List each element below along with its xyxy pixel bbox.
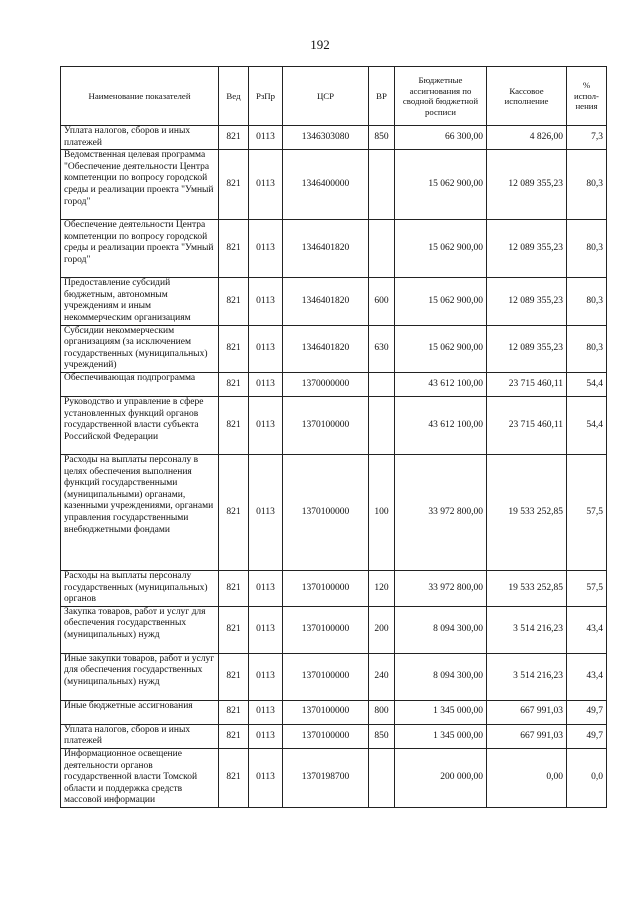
row-csr: 1370100000 xyxy=(283,570,369,606)
row-name: Субсидии некоммерческим организациям (за исключением государственных (муниципальных) учреждений) xyxy=(61,325,219,372)
row-name: Руководство и управление в сфере установленных функций органов государственной власти субъекта Российской Федерации xyxy=(61,396,219,454)
row-pct: 57,5 xyxy=(567,454,607,570)
row-pct: 80,3 xyxy=(567,325,607,372)
row-name: Ведомственная целевая программа "Обеспечение деятельности Центра компетенции по вопросу городской среды и реализации проекта "Умный город" xyxy=(61,150,219,220)
row-ved: 821 xyxy=(219,700,249,724)
row-cash: 19 533 252,85 xyxy=(487,570,567,606)
row-budget: 43 612 100,00 xyxy=(395,396,487,454)
row-name: Уплата налогов, сборов и иных платежей xyxy=(61,126,219,150)
row-cash: 3 514 216,23 xyxy=(487,606,567,653)
row-cash: 12 089 355,23 xyxy=(487,278,567,325)
row-rzpr: 0113 xyxy=(249,278,283,325)
table-row xyxy=(61,724,607,748)
row-ved: 821 xyxy=(219,724,249,748)
row-pct: 80,3 xyxy=(567,278,607,325)
row-rzpr: 0113 xyxy=(249,724,283,748)
row-csr: 1370100000 xyxy=(283,606,369,653)
row-vr: 240 xyxy=(369,653,395,700)
row-budget: 33 972 800,00 xyxy=(395,570,487,606)
table-row xyxy=(61,220,607,278)
table-row xyxy=(61,325,607,372)
row-cash: 12 089 355,23 xyxy=(487,150,567,220)
table-row xyxy=(61,570,607,606)
row-budget: 1 345 000,00 xyxy=(395,724,487,748)
row-vr xyxy=(369,150,395,220)
header-pct: % испол-нения xyxy=(567,67,607,126)
row-ved: 821 xyxy=(219,396,249,454)
row-csr: 1346401820 xyxy=(283,220,369,278)
table-body xyxy=(61,126,607,808)
table-row xyxy=(61,454,607,570)
row-rzpr: 0113 xyxy=(249,150,283,220)
budget-execution-table xyxy=(60,66,607,808)
row-vr: 850 xyxy=(369,126,395,150)
row-budget: 15 062 900,00 xyxy=(395,278,487,325)
row-budget: 15 062 900,00 xyxy=(395,220,487,278)
header-budget: Бюджетные ассигнования по сводной бюджетной росписи xyxy=(395,67,487,126)
row-rzpr: 0113 xyxy=(249,570,283,606)
row-csr: 1346401820 xyxy=(283,278,369,325)
row-ved: 821 xyxy=(219,748,249,807)
row-ved: 821 xyxy=(219,150,249,220)
row-cash: 23 715 460,11 xyxy=(487,372,567,396)
header-name: Наименование показателей xyxy=(61,67,219,126)
row-cash: 4 826,00 xyxy=(487,126,567,150)
table-row xyxy=(61,396,607,454)
row-csr: 1370100000 xyxy=(283,454,369,570)
row-vr xyxy=(369,748,395,807)
row-csr: 1370100000 xyxy=(283,700,369,724)
row-ved: 821 xyxy=(219,454,249,570)
table-row xyxy=(61,278,607,325)
row-csr: 1346400000 xyxy=(283,150,369,220)
header-ved: Вед xyxy=(219,67,249,126)
row-budget: 43 612 100,00 xyxy=(395,372,487,396)
row-name: Расходы на выплаты персоналу в целях обеспечения выполнения функций государственными (муниципальными) органами, казенными учреждениями, органами управления государственными внебюджетными фондами xyxy=(61,454,219,570)
row-ved: 821 xyxy=(219,372,249,396)
row-pct: 43,4 xyxy=(567,606,607,653)
row-budget: 8 094 300,00 xyxy=(395,606,487,653)
row-rzpr: 0113 xyxy=(249,325,283,372)
table-row xyxy=(61,748,607,807)
row-cash: 12 089 355,23 xyxy=(487,220,567,278)
row-vr: 600 xyxy=(369,278,395,325)
row-vr: 630 xyxy=(369,325,395,372)
row-budget: 200 000,00 xyxy=(395,748,487,807)
row-rzpr: 0113 xyxy=(249,126,283,150)
row-vr: 800 xyxy=(369,700,395,724)
row-csr: 1370100000 xyxy=(283,724,369,748)
row-name: Расходы на выплаты персоналу государственных (муниципальных) органов xyxy=(61,570,219,606)
row-pct: 54,4 xyxy=(567,396,607,454)
row-rzpr: 0113 xyxy=(249,454,283,570)
row-vr: 100 xyxy=(369,454,395,570)
row-budget: 33 972 800,00 xyxy=(395,454,487,570)
row-cash: 12 089 355,23 xyxy=(487,325,567,372)
row-ved: 821 xyxy=(219,570,249,606)
row-cash: 0,00 xyxy=(487,748,567,807)
row-budget: 8 094 300,00 xyxy=(395,653,487,700)
row-vr: 120 xyxy=(369,570,395,606)
row-vr: 850 xyxy=(369,724,395,748)
page-number: 192 xyxy=(310,37,330,52)
row-rzpr: 0113 xyxy=(249,700,283,724)
table-row xyxy=(61,653,607,700)
row-ved: 821 xyxy=(219,278,249,325)
row-csr: 1370198700 xyxy=(283,748,369,807)
row-pct: 49,7 xyxy=(567,724,607,748)
row-budget: 15 062 900,00 xyxy=(395,150,487,220)
row-pct: 80,3 xyxy=(567,220,607,278)
header-vr: ВР xyxy=(369,67,395,126)
row-pct: 54,4 xyxy=(567,372,607,396)
row-cash: 3 514 216,23 xyxy=(487,653,567,700)
row-vr xyxy=(369,396,395,454)
row-csr: 1370100000 xyxy=(283,653,369,700)
row-budget: 15 062 900,00 xyxy=(395,325,487,372)
row-rzpr: 0113 xyxy=(249,396,283,454)
row-cash: 667 991,03 xyxy=(487,700,567,724)
header-rzpr: РзПр xyxy=(249,67,283,126)
row-csr: 1346303080 xyxy=(283,126,369,150)
row-budget: 66 300,00 xyxy=(395,126,487,150)
row-rzpr: 0113 xyxy=(249,372,283,396)
row-vr xyxy=(369,220,395,278)
table-row xyxy=(61,150,607,220)
row-name: Иные закупки товаров, работ и услуг для обеспечения государственных (муниципальных) нужд xyxy=(61,653,219,700)
row-csr: 1370100000 xyxy=(283,396,369,454)
row-name: Обеспечивающая подпрограмма xyxy=(61,372,219,396)
row-name: Информационное освещение деятельности органов государственной власти Томской области и поддержка средств массовой информации xyxy=(61,748,219,807)
row-ved: 821 xyxy=(219,325,249,372)
table-row xyxy=(61,700,607,724)
row-cash: 667 991,03 xyxy=(487,724,567,748)
row-rzpr: 0113 xyxy=(249,653,283,700)
row-ved: 821 xyxy=(219,126,249,150)
row-vr: 200 xyxy=(369,606,395,653)
row-rzpr: 0113 xyxy=(249,748,283,807)
row-csr: 1370000000 xyxy=(283,372,369,396)
row-budget: 1 345 000,00 xyxy=(395,700,487,724)
row-name: Обеспечение деятельности Центра компетенции по вопросу городской среды и реализации проекта "Умный город" xyxy=(61,220,219,278)
row-pct: 43,4 xyxy=(567,653,607,700)
table-header-row xyxy=(61,67,607,126)
row-rzpr: 0113 xyxy=(249,606,283,653)
row-rzpr: 0113 xyxy=(249,220,283,278)
row-vr xyxy=(369,372,395,396)
header-cash: Кассовое исполнение xyxy=(487,67,567,126)
row-cash: 19 533 252,85 xyxy=(487,454,567,570)
row-ved: 821 xyxy=(219,220,249,278)
row-name: Предоставление субсидий бюджетным, автономным учреждениям и иным некоммерческим организациям xyxy=(61,278,219,325)
table-row xyxy=(61,606,607,653)
table-row xyxy=(61,372,607,396)
row-ved: 821 xyxy=(219,653,249,700)
row-pct: 7,3 xyxy=(567,126,607,150)
row-name: Иные бюджетные ассигнования xyxy=(61,700,219,724)
table-row xyxy=(61,126,607,150)
row-pct: 80,3 xyxy=(567,150,607,220)
header-csr: ЦСР xyxy=(283,67,369,126)
row-pct: 0,0 xyxy=(567,748,607,807)
row-pct: 57,5 xyxy=(567,570,607,606)
row-csr: 1346401820 xyxy=(283,325,369,372)
row-name: Уплата налогов, сборов и иных платежей xyxy=(61,724,219,748)
row-cash: 23 715 460,11 xyxy=(487,396,567,454)
row-ved: 821 xyxy=(219,606,249,653)
row-name: Закупка товаров, работ и услуг для обеспечения государственных (муниципальных) нужд xyxy=(61,606,219,653)
row-pct: 49,7 xyxy=(567,700,607,724)
